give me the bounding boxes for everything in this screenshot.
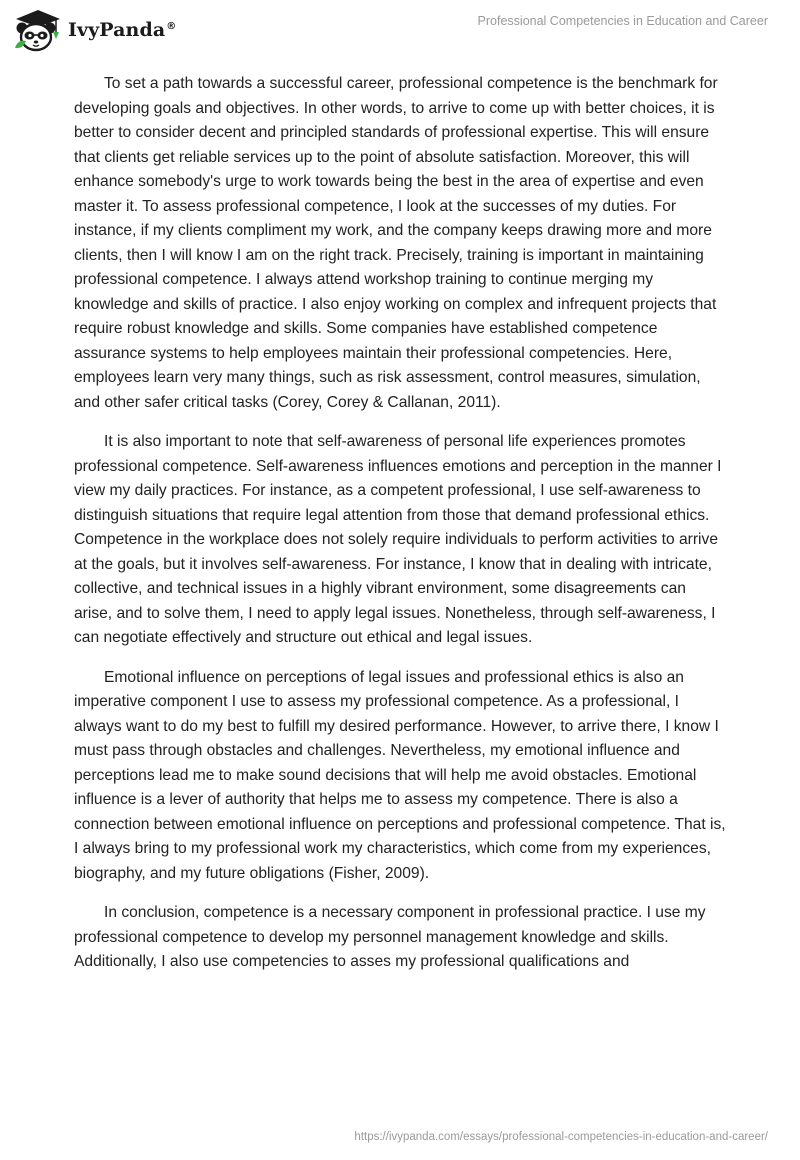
paragraph-1: To set a path towards a successful career, professional competence is the benchmark for developing goals and objectives. In other words, to arrive to come up with better choices, it is better to consider decent and principled standards of professional expertise. This will ensure that clients get reliable services up to the point of absolute satisfaction. Moreover, this will enhance somebody's urge to work towards being the best in the area of expertise and even master it. To assess professional competence, I look at the successes of my duties. For instance, if my clients compliment my work, and the company keeps drawing more and more clients, then I will know I am on the right track. Precisely, training is important in maintaining professional competence. I always attend workshop training to continue merging my knowledge and skills of practice. I also enjoy working on complex and infrequent projects that require robust knowledge and skills. Some companies have established competence assurance systems to help employees maintain their professional competencies. Here, employees learn very many things, such as risk assessment, control measures, simulation, and other safer critical tasks (Corey, Corey & Callanan, 2011). — [74, 75, 718, 411]
panda-graduate-icon — [12, 8, 64, 52]
paragraph-4: In conclusion, competence is a necessary component in professional practice. I use my professional competence to develop my personnel management knowledge and skills. Additionally, I also use competencies to asses my professional qualifications and — [74, 904, 706, 970]
page-header — [0, 0, 800, 60]
source-url[interactable]: https://ivypanda.com/essays/professional-competencies-in-education-and-career/ — [354, 1131, 768, 1143]
document-title: Professional Competencies in Education and Career — [477, 14, 768, 28]
ivypanda-logo[interactable] — [12, 8, 176, 52]
paragraph-2: It is also important to note that self-awareness of personal life experiences promotes professional competence. Self-awareness influences emotions and perception in the manner I view my daily practices. For instance, as a competent professional, I use self-awareness to distinguish situations that require legal attention from those that demand professional ethics. Competence in the workplace does not solely require individuals to perform activities to arrive at the goals, but it involves self-awareness. For instance, I know that in dealing with intricate, collective, and technical issues in a highly vibrant environment, some disagreements can arise, and to solve them, I need to apply legal issues. Nonetheless, through self-awareness, I can negotiate effectively and structure out ethical and legal issues. — [74, 433, 722, 646]
essay-body — [74, 72, 728, 990]
paragraph-3: Emotional influence on perceptions of legal issues and professional ethics is also an imperative component I use to assess my professional competence. As a professional, I always want to do my best to fulfill my desired performance. However, to arrive there, I know I must pass through obstacles and challenges. Nevertheless, my emotional influence and perceptions lead me to make sound decisions that will help me avoid obstacles. Emotional influence is a lever of authority that helps me to assess my competence. There is also a connection between emotional influence on perceptions and professional competence. That is, I always bring to my professional work my characteristics, which come from my experiences, biography, and my future obligations (Fisher, 2009). — [74, 668, 726, 882]
registered-mark: ® — [166, 20, 177, 32]
logo-text: IvyPanda® — [68, 19, 177, 41]
